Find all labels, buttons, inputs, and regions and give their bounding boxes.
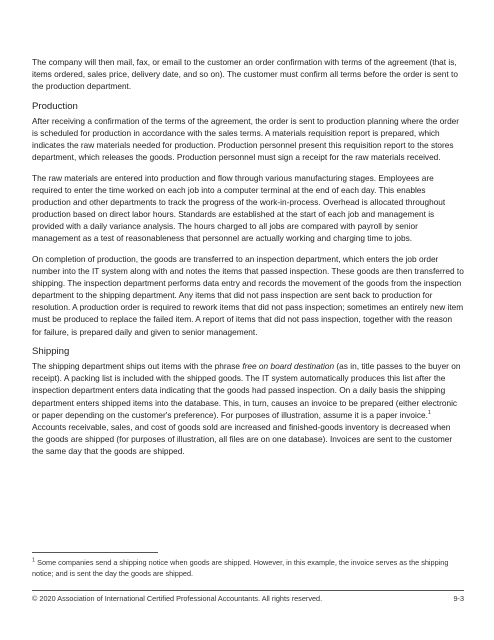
footnote-text: Some companies send a shipping notice when goods are shipped. However, in this example, the invoice serves as the shipping notice; and is sent the day the goods are shipped. [32, 558, 449, 578]
shipping-term-italic: free on board destination [242, 361, 335, 372]
shipping-text-b: (as in, title passes to the buyer on receipt). A packing list is included with the shipped goods. The IT system automatically produces this list after the inspection department enters data indicating that the goods had passed inspection. On a daily basis the shipping department enters shipped items into the database. This, in turn, causes an invoice to be prepared (either electronic or paper depending on the customer's preference). For purposes of illustration, assume it is a paper invoice. [32, 361, 461, 420]
page-number: 9-3 [453, 594, 464, 603]
page-body [32, 56, 464, 466]
section-heading-production: Production [32, 100, 78, 112]
shipping-text-c: Accounts receivable, sales, and cost of goods sold are increased and finished-goods inventory is decreased when the goods are shipped (for purposes of illustration, all files are on one database). Invoices are sent to the customer the same day that the goods are shipped. [32, 421, 453, 456]
section-heading-shipping: Shipping [32, 346, 70, 358]
footnote [32, 557, 464, 579]
shipping-paragraph [32, 360, 464, 457]
copyright-notice: © 2020 Association of International Certified Professional Accountants. All rights reserved. [32, 594, 323, 603]
footer-divider [32, 590, 464, 591]
footnote-divider [32, 552, 158, 553]
footnote-marker: 1 [32, 557, 36, 564]
footnote-reference[interactable]: 1 [427, 409, 431, 416]
production-paragraph-1: After receiving a confirmation of the terms of the agreement, the order is sent to production planning where the order is scheduled for production in accordance with the sales terms. A materials requisition report is prepared, which indicates the raw materials needed for production. Production personnel present this requisition report to the stores department, which releases the goods. Production personnel must sign a receipt for the raw materials received. [32, 115, 460, 163]
production-paragraph-2: The raw materials are entered into production and flow through various manufacturing stages. Employees are required to enter the time worked on each job into a computer terminal at the end of each day. This enables production and other departments to track the progress of the work-in-process. Overhead is allocated throughout production based on direct labor hours. Standards are established at the start of each job and management is provided with a daily variance analysis. The hours charged to all jobs are compared with payroll by senior management as a test of reasonableness that personnel are actually working and charging time to jobs. [32, 172, 446, 244]
production-paragraph-3: On completion of production, the goods are transferred to an inspection department, which enters the job order number into the IT system along with and notes the items that passed inspection. These goods are then transferred to shipping. The inspection department performs data entry and records the movement of the goods from the inspection department to the shipping department. Any items that did not pass inspection are sent back to production for resolution. A production order is required to rework items that did not pass inspection; sometimes an entirely new item must be produced to replace the failed item. A report of items that did not pass inspection, together with the reason for failure, is prepared daily and given to senior management. [32, 254, 464, 337]
intro-paragraph: The company will then mail, fax, or email to the customer an order confirmation with terms of the agreement (that is, items ordered, sales price, delivery date, and so on). The customer must confirm all terms before the order is sent to the production department. [32, 57, 458, 92]
page-footer [32, 593, 464, 604]
shipping-text-a: The shipping department ships out items with the phrase [32, 361, 243, 372]
